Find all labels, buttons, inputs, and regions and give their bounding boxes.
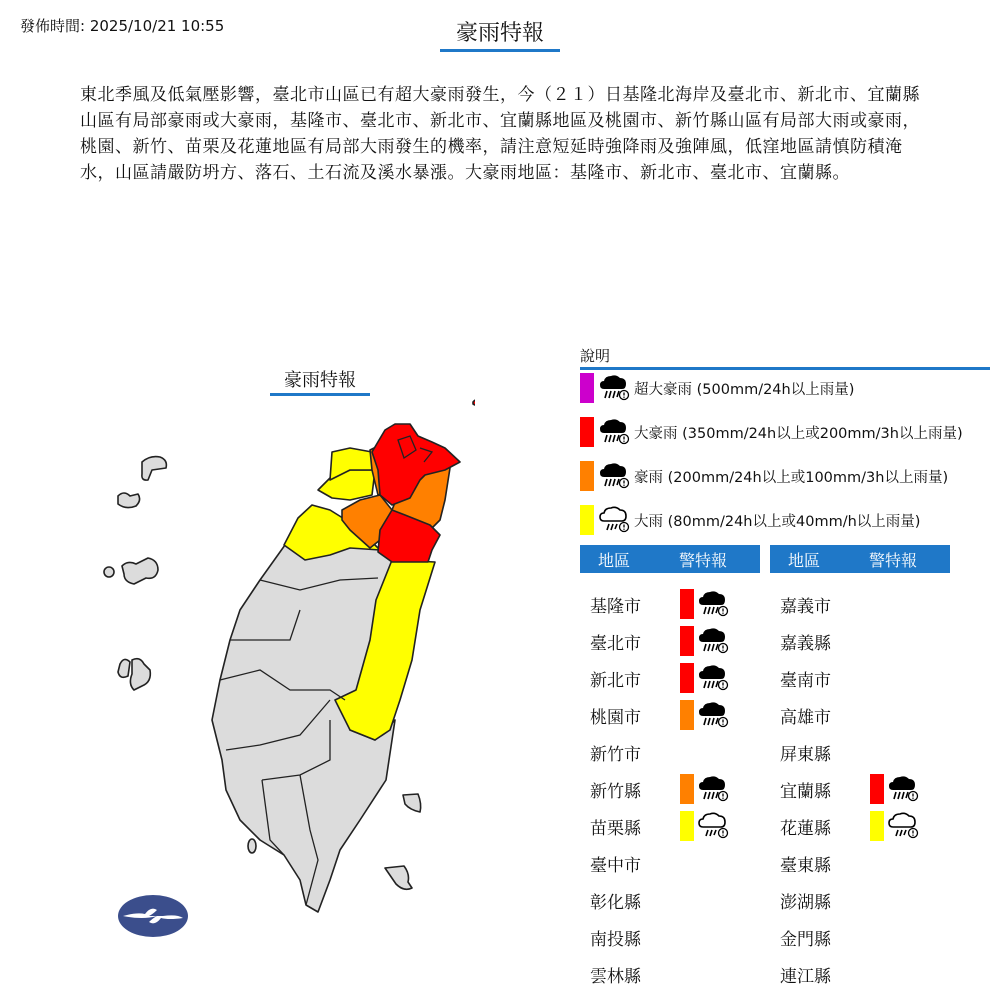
region-row <box>590 737 760 767</box>
region-name: 南投縣 <box>590 929 641 950</box>
region-row <box>780 885 950 915</box>
legend-label: 大豪雨 (350mm/24h以上或200mm/3h以上雨量) <box>634 425 963 442</box>
col-warning: 警特報 <box>869 550 918 570</box>
heavy-rain-icon <box>598 505 630 535</box>
region-row <box>590 811 760 841</box>
region-row <box>780 663 950 693</box>
region-name: 臺南市 <box>780 670 831 691</box>
region-name: 屏東縣 <box>780 744 831 765</box>
taiwan-warning-map <box>95 390 475 930</box>
warning-swatch <box>680 700 694 730</box>
region-row <box>590 626 760 656</box>
region-row <box>780 959 950 989</box>
legend-item-extremely-heavy <box>580 417 963 447</box>
warning-swatch <box>870 774 884 804</box>
warning-swatch <box>870 811 884 841</box>
region-name: 金門縣 <box>780 929 831 950</box>
region-row <box>590 885 760 915</box>
region-name: 花蓮縣 <box>780 818 831 839</box>
warning-swatch <box>680 589 694 619</box>
region-name: 臺東縣 <box>780 855 831 876</box>
warning-swatch <box>680 811 694 841</box>
region-row <box>780 626 950 656</box>
region-row <box>590 663 760 693</box>
extremely-heavy-rain-icon <box>697 589 729 619</box>
page-title: 豪雨特報 <box>440 16 560 52</box>
region-name: 宜蘭縣 <box>780 781 831 802</box>
extremely-heavy-rain-icon <box>887 774 919 804</box>
region-name: 嘉義縣 <box>780 633 831 654</box>
region-row <box>590 959 760 989</box>
region-name: 新竹縣 <box>590 781 641 802</box>
region-name: 苗栗縣 <box>590 818 641 839</box>
legend-label: 大雨 (80mm/24h以上或40mm/h以上雨量) <box>634 513 921 530</box>
region-row <box>780 737 950 767</box>
region-row <box>590 589 760 619</box>
legend-item-heavy <box>580 505 920 535</box>
torrential-rain-icon <box>697 774 729 804</box>
publish-time: 發佈時間: 2025/10/21 10:55 <box>20 17 225 35</box>
heavy-rain-icon <box>697 811 729 841</box>
cwa-logo <box>117 894 189 938</box>
table-header-right <box>770 545 950 573</box>
region-name: 臺中市 <box>590 855 641 876</box>
region-name: 臺北市 <box>590 633 641 654</box>
col-warning: 警特報 <box>679 550 728 570</box>
legend-label: 超大豪雨 (500mm/24h以上雨量) <box>634 381 855 398</box>
region-name: 高雄市 <box>780 707 831 728</box>
warning-swatch <box>680 626 694 656</box>
map-title: 豪雨特報 <box>270 366 370 396</box>
extreme-torrential-rain-icon <box>598 373 630 403</box>
region-name: 澎湖縣 <box>780 892 831 913</box>
legend-swatch <box>580 461 594 491</box>
region-name: 新竹市 <box>590 744 641 765</box>
region-name: 彰化縣 <box>590 892 641 913</box>
legend-swatch <box>580 373 594 403</box>
region-row <box>590 922 760 952</box>
region-name: 桃園市 <box>590 707 641 728</box>
legend-label: 豪雨 (200mm/24h以上或100mm/3h以上雨量) <box>634 469 949 486</box>
heavy-rain-icon <box>887 811 919 841</box>
region-row <box>780 848 950 878</box>
region-row <box>780 774 950 804</box>
region-name: 連江縣 <box>780 966 831 987</box>
col-region: 地區 <box>788 550 821 570</box>
warning-swatch <box>680 774 694 804</box>
torrential-rain-icon <box>697 700 729 730</box>
region-row <box>780 700 950 730</box>
region-row <box>780 811 950 841</box>
col-region: 地區 <box>598 550 631 570</box>
legend-item-extreme-torrential <box>580 373 854 403</box>
legend-swatch <box>580 505 594 535</box>
region-name: 新北市 <box>590 670 641 691</box>
legend-item-torrential <box>580 461 948 491</box>
warning-description: 東北季風及低氣壓影響，臺北市山區已有超大豪雨發生，今（２１）日基隆北海岸及臺北市、新北市、宜蘭縣山區有局部豪雨或大豪雨，基隆市、臺北市、新北市、宜蘭縣地區及桃園市、新竹縣山區有局部大雨或豪雨，桃園、新竹、苗栗及花蓮地區有局部大雨發生的機率，請注意短延時強降雨及強陣風，低窪地區請慎防積淹水，山區請嚴防坍方、落石、土石流及溪水暴漲。大豪雨地區：基隆市、新北市、臺北市、宜蘭縣。 <box>80 85 920 183</box>
region-row <box>590 774 760 804</box>
region-row <box>780 922 950 952</box>
warning-swatch <box>680 663 694 693</box>
extremely-heavy-rain-icon <box>598 417 630 447</box>
extremely-heavy-rain-icon <box>697 663 729 693</box>
region-name: 雲林縣 <box>590 966 641 987</box>
extremely-heavy-rain-icon <box>697 626 729 656</box>
region-row <box>590 848 760 878</box>
torrential-rain-icon <box>598 461 630 491</box>
legend-swatch <box>580 417 594 447</box>
region-name: 嘉義市 <box>780 596 831 617</box>
table-header-left <box>580 545 760 573</box>
region-row <box>780 589 950 619</box>
legend-title: 說明 <box>580 345 990 370</box>
region-name: 基隆市 <box>590 596 641 617</box>
region-row <box>590 700 760 730</box>
